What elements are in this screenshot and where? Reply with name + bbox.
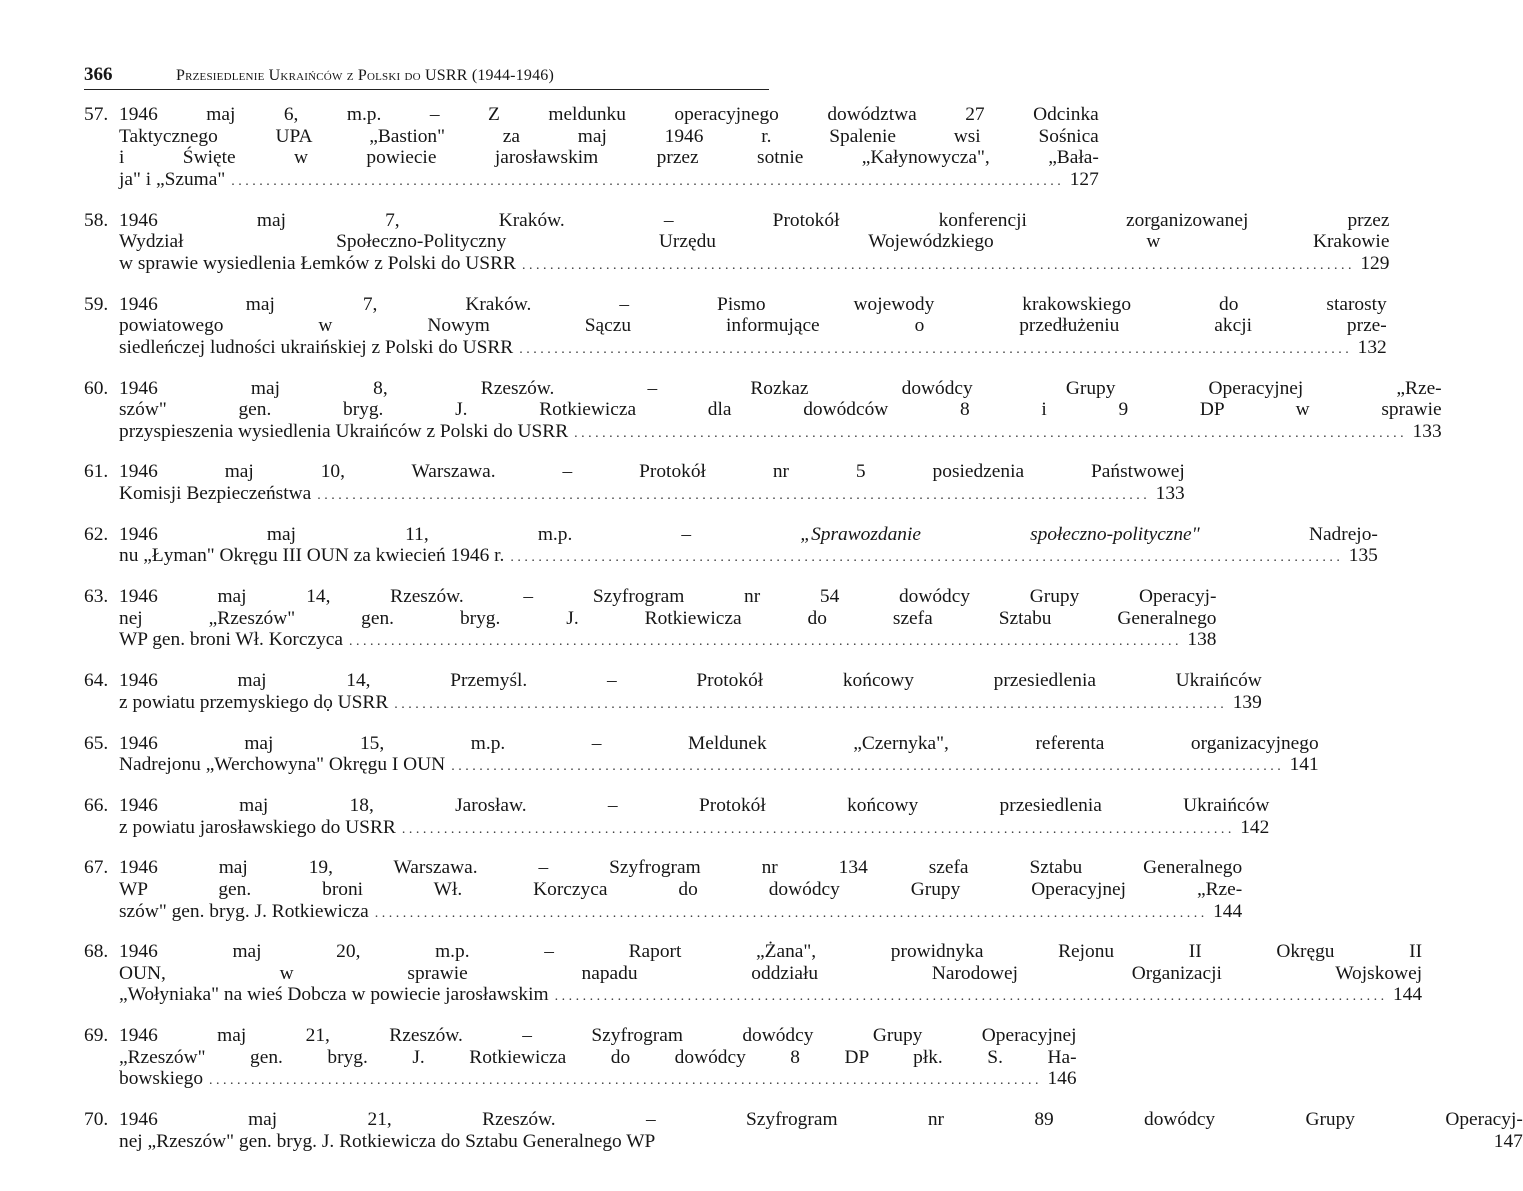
entry-line: nej „Rzeszów" gen. bryg. J. Rotkiewicza do szefa Sztabu Generalnego [119, 607, 1217, 629]
entry-line: 1946 maj 20, m.p. – Raport „Żana", prowidnyka Rejonu II Okręgu II [119, 941, 1423, 963]
toc-entry [84, 293, 1387, 361]
dot-leader [451, 756, 1281, 778]
entry-line: nej „Rzeszów" gen. bryg. J. Rotkiewicza do Sztabu Generalnego WP [119, 1130, 656, 1152]
toc-entry [84, 732, 1319, 778]
page-number: 366 [84, 64, 113, 85]
entry-last-line [119, 984, 1422, 1008]
entry-line: WP gen. broni Wł. Korczyca do dowódcy Grupy Operacyjnej „Rze- [119, 878, 1243, 900]
entry-line: Nadrejonu „Werchowyna" Okręgu I OUN [119, 754, 446, 776]
entry-body [119, 524, 1378, 569]
entry-line [119, 524, 1378, 546]
page-reference: 133 [1412, 420, 1442, 442]
toc-entry [84, 461, 1185, 506]
entry-line: OUN, w sprawie napadu oddziału Narodowej Organizacji Wojskowej [119, 962, 1423, 984]
entry-last-line [119, 1131, 1523, 1155]
entry-line-text: 1946 maj 11, m.p. – [119, 523, 801, 545]
entry-line: 1946 maj 14, Przemyśl. – Protokół końcowy przesiedlenia Ukraińców [119, 670, 1262, 692]
entry-last-line [119, 1068, 1077, 1092]
document-page [84, 64, 1523, 1172]
entry-line: 1946 maj 7, Kraków. – Pismo wojewody krakowskiego do starosty [119, 293, 1387, 315]
entry-number: 69. [84, 1025, 109, 1047]
entry-line: 1946 maj 19, Warszawa. – Szyfrogram nr 134 szefa Sztabu Generalnego [119, 857, 1243, 879]
entry-last-line [119, 483, 1185, 507]
toc-entry [84, 941, 1423, 1008]
entry-last-line [119, 421, 1442, 445]
dot-leader [555, 986, 1385, 1008]
page-reference: 135 [1348, 545, 1378, 567]
entry-line: przyspieszenia wysiedlenia Ukraińców z Polski do USRR [119, 420, 569, 442]
entry-number: 57. [84, 104, 109, 125]
entry-number: 62. [84, 523, 109, 545]
entry-number: 67. [84, 857, 109, 879]
entry-body [119, 670, 1262, 715]
entry-number: 60. [84, 377, 109, 399]
entry-line: szów" gen. bryg. J. Rotkiewicza [119, 900, 369, 922]
dot-leader [231, 171, 1061, 193]
entry-line: 1946 maj 18, Jarosław. – Protokół końcowy przesiedlenia Ukraińców [119, 794, 1270, 816]
dot-leader [522, 255, 1352, 277]
entry-line: bowskiego [119, 1068, 204, 1090]
entry-number: 66. [84, 794, 109, 816]
entry-line: nu „Łyman" Okręgu III OUN za kwiecień 1946 r. [119, 545, 505, 567]
toc-entry [84, 523, 1378, 569]
dot-leader [317, 485, 1147, 507]
entry-body [119, 104, 1099, 192]
page-reference: 147 [1493, 1130, 1523, 1152]
entry-line: z powiatu jarosławskiego do USRR [119, 816, 396, 838]
entry-line: 1946 maj 6, m.p. – Z meldunku operacyjnego dowództwa 27 Odcinka [119, 104, 1099, 125]
page-reference: 144 [1213, 900, 1243, 922]
entry-body [119, 795, 1269, 840]
entry-last-line [119, 253, 1389, 277]
entry-last-line [119, 337, 1387, 361]
entry-number: 61. [84, 461, 109, 483]
entry-line: Wydział Społeczno-Polityczny Urzędu Wojewódzkiego w Krakowie [119, 231, 1390, 253]
entry-last-line [119, 692, 1262, 716]
page-reference: 146 [1047, 1068, 1077, 1090]
entry-number: 70. [84, 1109, 109, 1131]
entry-line: i Święte w powiecie jarosławskim przez sotnie „Kałynowycza", „Bała- [119, 147, 1099, 169]
entry-number: 58. [84, 209, 109, 231]
entry-body [119, 378, 1442, 445]
page-reference: 133 [1155, 483, 1185, 505]
entry-last-line [119, 169, 1099, 193]
entry-body [119, 210, 1389, 277]
dot-leader [402, 819, 1232, 841]
toc-entry [84, 104, 1099, 192]
dot-leader [375, 903, 1205, 925]
entry-body [119, 1109, 1523, 1154]
page-header [84, 64, 769, 90]
dot-leader [574, 423, 1404, 445]
toc-entry [84, 1109, 1523, 1154]
toc-entry [84, 209, 1390, 277]
entry-line: szów" gen. bryg. J. Rotkiewicza dla dowódców 8 i 9 DP w sprawie [119, 399, 1442, 421]
entry-last-line [119, 901, 1242, 925]
entry-line: WP gen. broni Wł. Korczyca [119, 629, 343, 651]
entry-last-line [119, 754, 1319, 778]
entry-body [119, 461, 1185, 506]
entry-line: „Rzeszów" gen. bryg. J. Rotkiewicza do dowódcy 8 DP płk. S. Ha- [119, 1046, 1077, 1068]
entry-line: z powiatu przemyskiego dọ USRR [119, 691, 389, 713]
page-reference: 127 [1069, 168, 1099, 190]
page-reference: 132 [1357, 336, 1387, 358]
page-reference: 144 [1392, 984, 1423, 1006]
entry-line: powiatowego w Nowym Sączu informujące o przedłużeniu akcji prze- [119, 315, 1387, 337]
dot-leader [349, 631, 1179, 653]
entry-line: 1946 maj 15, m.p. – Meldunek „Czernyka", referenta organizacyjnego [119, 732, 1319, 754]
entry-line: Komisji Bezpieczeństwa [119, 483, 312, 505]
page-reference: 141 [1289, 754, 1319, 776]
entry-line: Taktycznego UPA „Bastion" za maj 1946 r. Spalenie wsi Sośnica [119, 125, 1099, 147]
table-of-contents [84, 104, 1523, 1154]
entry-number: 59. [84, 293, 109, 315]
entry-line: 1946 maj 10, Warszawa. – Protokół nr 5 posiedzenia Państwowej [119, 461, 1185, 483]
entry-line: 1946 maj 21, Rzeszów. – Szyfrogram nr 89 dowódcy Grupy Operacyj- [119, 1109, 1523, 1131]
entry-last-line [119, 629, 1217, 653]
page-reference: 129 [1360, 252, 1390, 274]
dot-leader [519, 339, 1349, 361]
entry-number: 68. [84, 941, 109, 963]
entry-body [119, 733, 1319, 778]
page-reference: 139 [1232, 691, 1262, 713]
page-reference: 142 [1240, 816, 1270, 838]
entry-body [119, 857, 1242, 924]
dot-leader [209, 1070, 1039, 1092]
toc-entry [84, 1025, 1077, 1092]
page-reference: 138 [1187, 629, 1217, 651]
dot-leader [394, 694, 1224, 716]
entry-body [119, 294, 1387, 361]
toc-entry [84, 586, 1217, 653]
entry-line: ja" i „Szuma" [119, 168, 226, 190]
entry-line-text: Nadrejo- [1199, 523, 1378, 545]
dot-leader [510, 547, 1340, 569]
entry-line: 1946 maj 14, Rzeszów. – Szyfrogram nr 54 dowódcy Grupy Operacyj- [119, 586, 1217, 608]
toc-entry [84, 794, 1270, 840]
entry-italic-title: „Sprawozdanie społeczno-polityczne" [800, 523, 1200, 545]
entry-line: „Wołyniaka" na wieś Dobcza w powiecie jarosławskim [119, 984, 549, 1006]
entry-body [119, 1025, 1077, 1092]
entry-line: siedleńczej ludności ukraińskiej z Polski do USRR [119, 336, 514, 358]
entry-body [119, 941, 1422, 1008]
entry-line: w sprawie wysiedlenia Łemków z Polski do USRR [119, 252, 516, 274]
entry-last-line [119, 545, 1378, 569]
entry-line: 1946 maj 8, Rzeszów. – Rozkaz dowódcy Grupy Operacyjnej „Rze- [119, 377, 1442, 399]
toc-entry [84, 377, 1442, 445]
toc-entry [84, 670, 1262, 715]
toc-entry [84, 857, 1243, 924]
entry-number: 64. [84, 670, 109, 692]
entry-number: 63. [84, 586, 109, 608]
running-title: Przesiedlenie Ukraińców z Polski do USRR (1944-1946) [176, 67, 555, 84]
entry-body [119, 586, 1217, 653]
entry-line: 1946 maj 21, Rzeszów. – Szyfrogram dowódcy Grupy Operacyjnej [119, 1025, 1077, 1047]
entry-number: 65. [84, 732, 109, 754]
entry-last-line [119, 817, 1269, 841]
entry-line: 1946 maj 7, Kraków. – Protokół konferencji zorganizowanej przez [119, 209, 1390, 231]
